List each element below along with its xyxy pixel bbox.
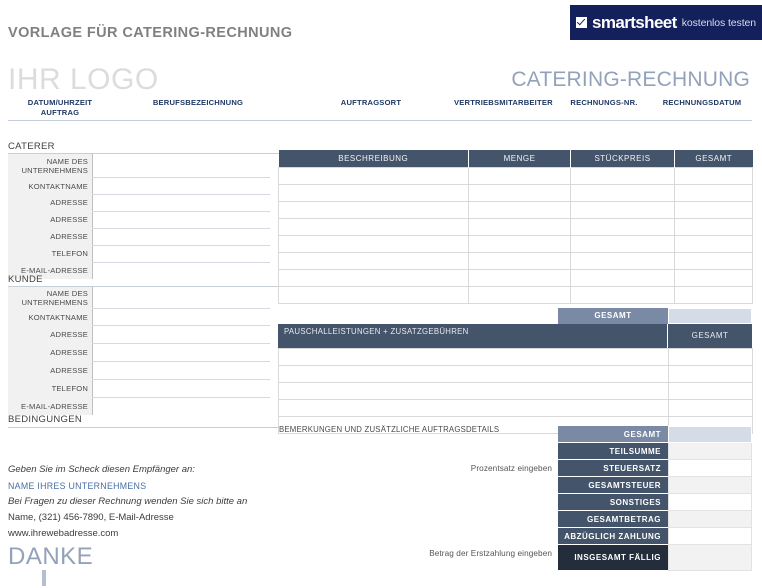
header-col-berufsbezeichnung: BERUFSBEZEICHNUNG (152, 98, 244, 107)
field-label-caterer-address-3: ADRESSE (50, 232, 88, 241)
items-cell-stueckpreis[interactable] (571, 219, 675, 236)
items-cell-beschreibung[interactable] (279, 202, 469, 219)
items-cell-stueckpreis[interactable] (571, 253, 675, 270)
totals-value-gesamt[interactable] (668, 426, 752, 443)
items-subtotal-strip (558, 308, 752, 324)
fees-cell-description[interactable] (279, 383, 669, 400)
caterer-input-contact[interactable] (92, 194, 270, 195)
fees-table-header-row (278, 324, 752, 348)
items-subtotal-label: GESAMT (558, 308, 668, 324)
totals-value-sonstiges[interactable] (668, 494, 752, 511)
totals-label-gesamtsteuer: GESAMTSTEUER (558, 477, 668, 494)
items-cell-gesamt[interactable] (675, 219, 753, 236)
table-row (279, 219, 753, 236)
caterer-input-address-1[interactable] (92, 211, 270, 212)
items-table (278, 150, 753, 304)
field-label-customer-company: NAME DES UNTERNEHMENS (21, 289, 88, 307)
checkbox-icon (576, 17, 587, 28)
items-cell-gesamt[interactable] (675, 270, 753, 287)
totals-value-gesamtsteuer[interactable] (668, 477, 752, 494)
totals-row-gesamtsteuer (558, 477, 752, 494)
items-cell-stueckpreis[interactable] (571, 168, 675, 185)
items-cell-menge[interactable] (469, 287, 571, 304)
fees-cell-total[interactable] (669, 366, 753, 383)
caterer-input-company[interactable] (92, 177, 270, 178)
items-cell-beschreibung[interactable] (279, 270, 469, 287)
top-bar (0, 0, 762, 52)
items-cell-menge[interactable] (469, 236, 571, 253)
fees-header-label-wrap (278, 324, 667, 348)
brand-tagline: kostenlos testen (681, 16, 756, 29)
totals-value-gesamtbetrag[interactable] (668, 511, 752, 528)
totals-row-teilsumme (558, 443, 752, 460)
fees-cell-description[interactable] (279, 349, 669, 366)
customer-field-labels (8, 287, 93, 415)
caterer-input-address-3[interactable] (92, 245, 270, 246)
header-col-rechnungsdatum: RECHNUNGSDATUM (662, 98, 742, 107)
order-header-strip (8, 98, 752, 121)
table-row (279, 185, 753, 202)
customer-input-address-1[interactable] (92, 343, 270, 344)
field-label-customer-phone: TELEFON (51, 383, 88, 393)
items-cell-gesamt[interactable] (675, 185, 753, 202)
customer-input-address-2[interactable] (92, 361, 270, 362)
table-row (279, 287, 753, 304)
items-cell-stueckpreis[interactable] (571, 270, 675, 287)
caterer-input-address-2[interactable] (92, 228, 270, 229)
pay-line-company: NAME IHRES UNTERNEHMENS (8, 481, 147, 491)
items-cell-gesamt[interactable] (675, 168, 753, 185)
items-cell-gesamt[interactable] (675, 287, 753, 304)
totals-row-sonstiges (558, 494, 752, 511)
items-cell-menge[interactable] (469, 202, 571, 219)
items-cell-beschreibung[interactable] (279, 219, 469, 236)
fees-cell-description[interactable] (279, 366, 669, 383)
table-row (279, 349, 753, 366)
page-title: VORLAGE FÜR CATERING-RECHNUNG (8, 25, 293, 41)
fees-header-label: PAUSCHALLEISTUNGEN + ZUSATZGEBÜHREN (284, 327, 469, 336)
terms-input[interactable] (8, 428, 272, 458)
items-cell-beschreibung[interactable] (279, 168, 469, 185)
field-label-caterer-email: E-MAIL-ADRESSE (21, 266, 88, 275)
items-cell-menge[interactable] (469, 219, 571, 236)
caterer-input-phone[interactable] (92, 262, 270, 263)
items-cell-beschreibung[interactable] (279, 253, 469, 270)
table-row (279, 383, 753, 400)
totals-value-abzueglich-zahlung[interactable] (668, 528, 752, 545)
section-title-bedingungen: BEDINGUNGEN (8, 414, 83, 425)
section-title-caterer: CATERER (8, 141, 55, 152)
items-cell-menge[interactable] (469, 185, 571, 202)
totals-label-insgesamt-faellig: INSGESAMT FÄLLIG (558, 545, 668, 571)
table-row (279, 236, 753, 253)
fees-header-total: GESAMT (667, 324, 752, 348)
items-cell-gesamt[interactable] (675, 253, 753, 270)
fees-cell-total[interactable] (669, 349, 753, 366)
items-col-menge: MENGE (469, 150, 571, 168)
totals-label-sonstiges: SONSTIGES (558, 494, 668, 511)
header-col-rechnungs-nr: RECHNUNGS-NR. (570, 98, 638, 107)
pay-line-website: www.ihrewebadresse.com (8, 528, 119, 539)
field-label-customer-address-3: ADRESSE (50, 365, 88, 375)
pay-line-remit-to: Geben Sie im Scheck diesen Empfänger an: (8, 464, 195, 475)
table-row (279, 202, 753, 219)
field-label-caterer-address-1: ADRESSE (50, 198, 88, 207)
totals-label-steuersatz: STEUERSATZ (558, 460, 668, 477)
field-label-customer-address-2: ADRESSE (50, 347, 88, 357)
items-col-beschreibung: BESCHREIBUNG (279, 150, 469, 168)
fees-cell-total[interactable] (669, 383, 753, 400)
customer-input-phone[interactable] (92, 397, 270, 398)
fees-cell-total[interactable] (669, 400, 753, 417)
text-cursor-caret (42, 570, 46, 586)
field-label-customer-address-1: ADRESSE (50, 329, 88, 339)
field-label-caterer-company: NAME DES UNTERNEHMENS (21, 157, 88, 175)
totals-value-steuersatz[interactable] (668, 460, 752, 477)
totals-value-teilsumme[interactable] (668, 443, 752, 460)
items-cell-stueckpreis[interactable] (571, 236, 675, 253)
fees-cell-description[interactable] (279, 400, 669, 417)
pay-line-contact: Name, (321) 456-7890, E-Mail-Adresse (8, 512, 174, 523)
smartsheet-brand-badge[interactable] (570, 5, 762, 40)
table-row (279, 253, 753, 270)
section-title-kunde: KUNDE (8, 274, 43, 285)
header-col-auftragsort: AUFTRAGSORT (340, 98, 402, 107)
items-cell-menge[interactable] (469, 270, 571, 287)
totals-label-gesamtbetrag: GESAMTBETRAG (558, 511, 668, 528)
items-col-gesamt: GESAMT (675, 150, 753, 168)
totals-label-gesamt: GESAMT (558, 426, 668, 443)
totals-row-insgesamt-faellig (558, 545, 752, 571)
thank-you-text: DANKE (8, 543, 94, 570)
customer-input-contact[interactable] (92, 325, 270, 326)
table-row (279, 366, 753, 383)
field-label-caterer-address-2: ADRESSE (50, 215, 88, 224)
totals-hint-steuersatz: Prozentsatz eingeben (470, 464, 552, 473)
items-cell-stueckpreis[interactable] (571, 287, 675, 304)
remarks-label: BEMERKUNGEN UND ZUSÄTZLICHE AUFTRAGSDETAILS (279, 425, 500, 434)
payment-instructions (8, 462, 308, 542)
fees-table-body (278, 348, 753, 434)
items-cell-menge[interactable] (469, 253, 571, 270)
items-cell-beschreibung[interactable] (279, 236, 469, 253)
totals-row-gesamt (558, 426, 752, 443)
brand-name: smartsheet (592, 12, 677, 32)
items-cell-stueckpreis[interactable] (571, 185, 675, 202)
field-label-customer-email: E-MAIL-ADRESSE (21, 401, 88, 411)
invoice-heading: CATERING-RECHNUNG (511, 68, 750, 91)
totals-hint-abzueglich-zahlung: Betrag der Erstzahlung eingeben (429, 549, 552, 558)
table-row (279, 168, 753, 185)
items-cell-menge[interactable] (469, 168, 571, 185)
items-cell-gesamt[interactable] (675, 202, 753, 219)
caterer-field-labels (8, 154, 93, 279)
table-row (279, 400, 753, 417)
items-col-stueckpreis: STÜCKPREIS (571, 150, 675, 168)
header-col-datum-uhrzeit-auftrag: DATUM/UHRZEIT AUFTRAG (27, 98, 93, 117)
fees-table (278, 324, 752, 434)
items-table-header-row (279, 150, 753, 168)
totals-row-steuersatz (470, 460, 752, 477)
header-col-vertriebsmitarbeiter: VERTRIEBSMITARBEITER (454, 98, 553, 107)
field-label-caterer-contact: KONTAKTNAME (28, 181, 88, 191)
customer-input-address-3[interactable] (92, 379, 270, 380)
items-cell-stueckpreis[interactable] (571, 202, 675, 219)
totals-row-gesamtbetrag (558, 511, 752, 528)
field-label-caterer-phone: TELEFON (51, 249, 88, 258)
logo-placeholder: IHR LOGO (8, 63, 159, 96)
items-cell-beschreibung[interactable] (279, 287, 469, 304)
field-label-customer-contact: KONTAKTNAME (28, 312, 88, 322)
totals-value-insgesamt-faellig[interactable] (668, 545, 752, 571)
totals-label-abzueglich-zahlung: ABZÜGLICH ZAHLUNG (558, 528, 668, 545)
table-row (279, 270, 753, 287)
totals-label-teilsumme: TEILSUMME (558, 443, 668, 460)
customer-input-company[interactable] (92, 308, 270, 309)
items-subtotal-value[interactable] (668, 308, 752, 324)
totals-ladder (429, 426, 752, 571)
items-cell-gesamt[interactable] (675, 236, 753, 253)
items-cell-beschreibung[interactable] (279, 185, 469, 202)
pay-line-questions: Bei Fragen zu dieser Rechnung wenden Sie sich bitte an (8, 496, 248, 507)
